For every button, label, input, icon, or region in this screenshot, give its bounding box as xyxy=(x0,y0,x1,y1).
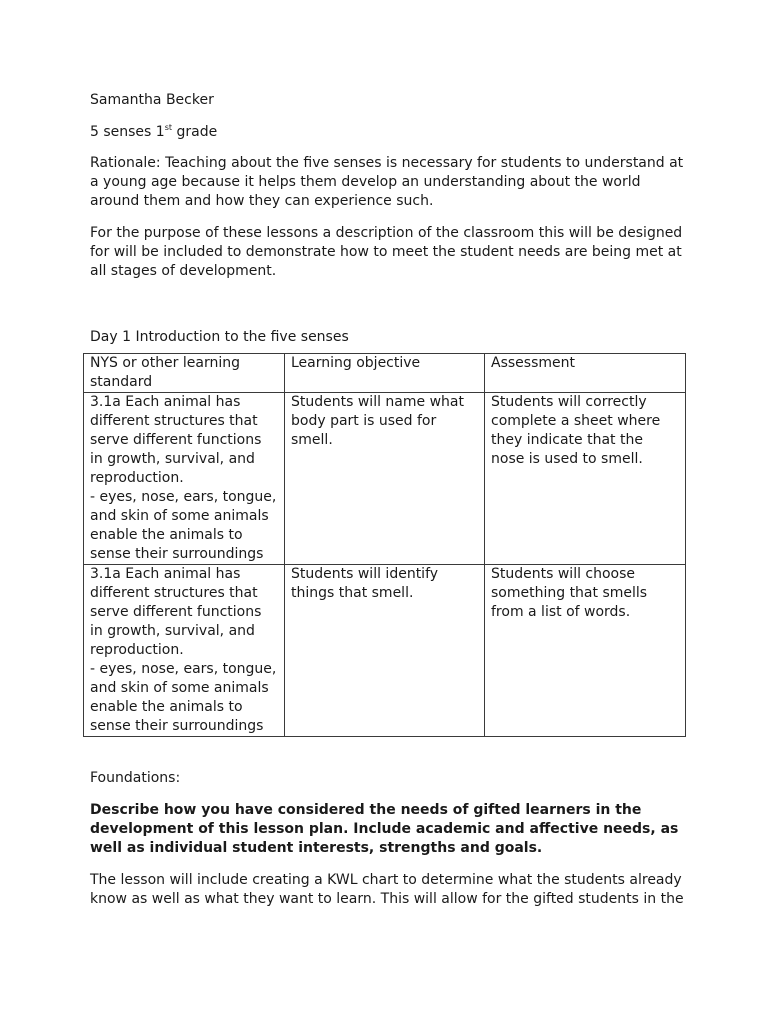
standard-detail: - eyes, nose, ears, tongue, and skin of some animals enable the animals to sense their surroundings xyxy=(90,489,277,562)
standard-detail: - eyes, nose, ears, tongue, and skin of some animals enable the animals to sense their surroundings xyxy=(90,661,277,734)
lesson-table xyxy=(83,353,686,737)
day-title: Day 1 Introduction to the five senses xyxy=(90,329,349,345)
foundations-heading: Foundations: xyxy=(90,770,181,786)
author-name: Samantha Becker xyxy=(90,92,214,108)
assessment-cell: Students will choose something that smells from a list of words. xyxy=(485,565,686,737)
standard-text: 3.1a Each animal has different structures that serve different functions in growth, survival, and reproduction. xyxy=(90,566,262,658)
document-page xyxy=(90,91,690,909)
table-header-row xyxy=(84,354,686,393)
standard-text: 3.1a Each animal has different structures that serve different functions in growth, survival, and reproduction. xyxy=(90,394,262,486)
table-row xyxy=(84,393,686,565)
kwl-paragraph: The lesson will include creating a KWL chart to determine what the students already know as well as what they want to learn. This will allow for the gifted students in the xyxy=(90,872,684,907)
standard-cell xyxy=(84,565,285,737)
lesson-subtitle xyxy=(90,123,690,142)
subtitle-superscript: st xyxy=(164,123,173,132)
subtitle-suffix: grade xyxy=(172,124,218,140)
header-objective: Learning objective xyxy=(285,354,485,393)
rationale-paragraph: Rationale: Teaching about the five senses is necessary for students to understand at a young age because it helps them develop an understanding about the world around them and how they can experience such. xyxy=(90,155,684,209)
gifted-learners-question: Describe how you have considered the needs of gifted learners in the development of this lesson plan. Include academic and affective needs, as well as individual student interests, strengths and goals. xyxy=(90,802,679,856)
objective-cell: Students will identify things that smell. xyxy=(285,565,485,737)
purpose-paragraph: For the purpose of these lessons a description of the classroom this will be designed for will be included to demonstrate how to meet the student needs are being met at all stages of development. xyxy=(90,225,683,279)
standard-cell xyxy=(84,393,285,565)
header-assessment: Assessment xyxy=(485,354,686,393)
assessment-cell: Students will correctly complete a sheet where they indicate that the nose is used to smell. xyxy=(485,393,686,565)
subtitle-prefix: 5 senses 1 xyxy=(90,124,165,140)
header-standard: NYS or other learning standard xyxy=(84,354,285,393)
objective-cell: Students will name what body part is used for smell. xyxy=(285,393,485,565)
table-row xyxy=(84,565,686,737)
